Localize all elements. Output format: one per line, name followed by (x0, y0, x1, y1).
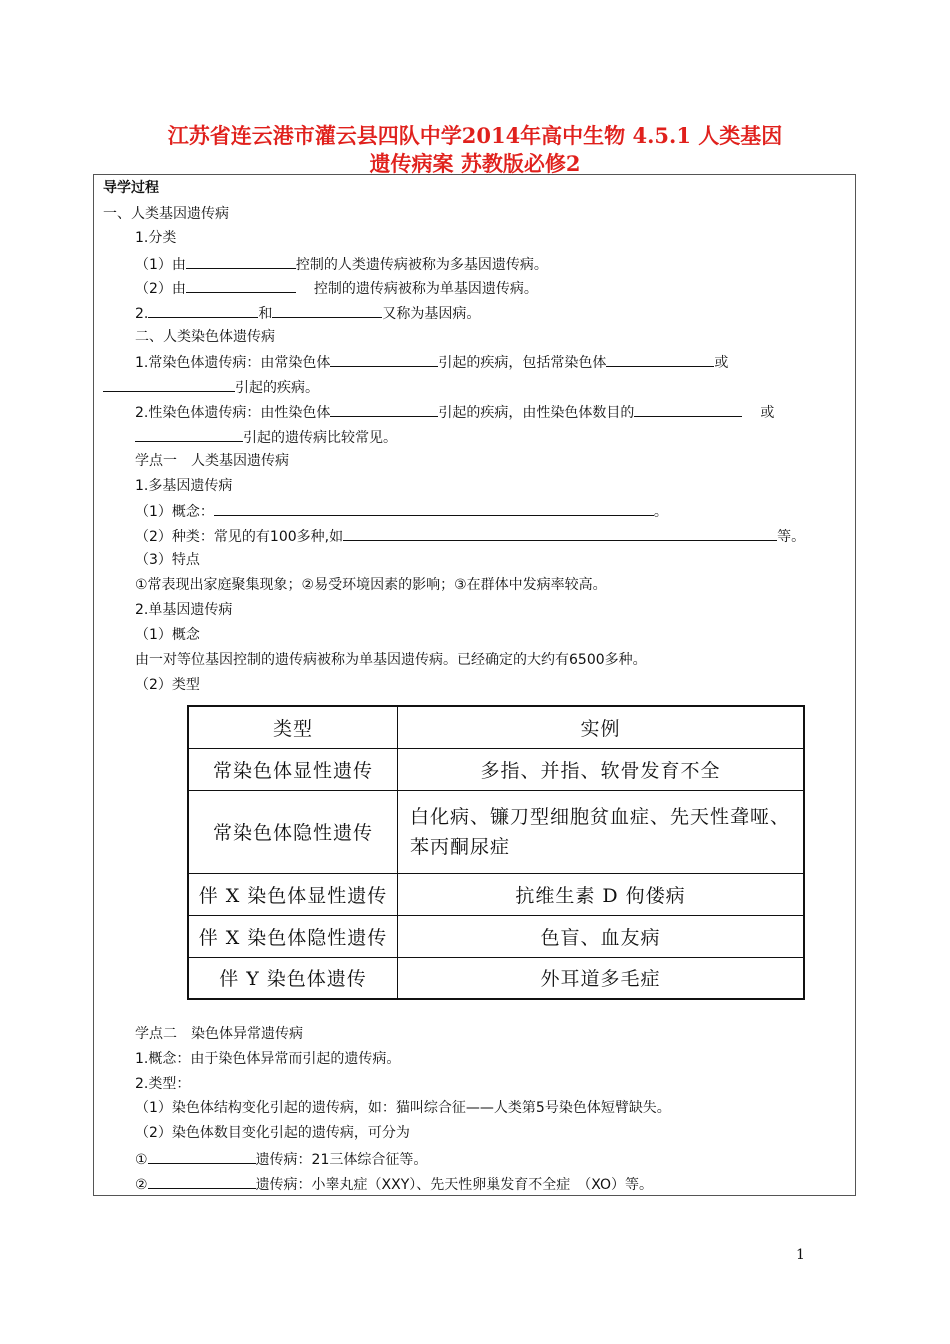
table-cell-example: 抗维生素 D 佝偻病 (398, 873, 805, 915)
table-cell-example: 多指、并指、软骨发育不全 (398, 748, 805, 790)
classify-line-2: （2）由 控制的遗传病被称为单基因遗传病。 (135, 277, 538, 299)
classify-line-1: （1）由 控制的人类遗传病被称为多基因遗传病。 (135, 253, 548, 275)
fill-blank[interactable] (135, 426, 243, 442)
point2-heading: 学点二 染色体异常遗传病 (135, 1026, 303, 1042)
fill-blank[interactable] (343, 525, 777, 541)
fill-blank[interactable] (148, 1148, 256, 1164)
monogenic-concept-label: （1）概念 (135, 627, 200, 643)
fill-blank[interactable] (272, 302, 382, 318)
table-cell-type: 伴 X 染色体隐性遗传 (188, 915, 398, 957)
features-label: （3）特点 (135, 552, 200, 568)
sex-chromosome-line: 2.性染色体遗传病：由性染色体 引起的疾病，由性染色体数目的 或 (135, 401, 774, 423)
numerical-type: （2）染色体数目变化引起的遗传病，可分为 (135, 1125, 410, 1141)
document-title-line2: 遗传病案 苏教版必修2 (369, 151, 581, 176)
table-header-type: 类型 (188, 706, 398, 748)
fill-blank[interactable] (634, 401, 742, 417)
table-cell-type: 常染色体显性遗传 (188, 748, 398, 790)
table-header-example: 实例 (398, 706, 805, 748)
table-row (188, 915, 804, 957)
monogenic-types-label: （2）类型 (135, 677, 200, 693)
table-cell-type: 常染色体隐性遗传 (188, 790, 398, 873)
table-cell-type: 伴 X 染色体显性遗传 (188, 873, 398, 915)
point1-heading: 学点一 人类基因遗传病 (135, 453, 289, 469)
polygenic-concept-line: （1）概念： 。 (135, 500, 668, 522)
autosomal-line: 1.常染色体遗传病：由常染色体 引起的疾病，包括常染色体 或 (135, 351, 728, 373)
fill-blank[interactable] (214, 500, 654, 516)
fill-blank[interactable] (186, 253, 296, 269)
autosomal-line-cont: 引起的疾病。 (103, 376, 319, 398)
chromosome-types: 2.类型： (135, 1076, 191, 1092)
section-header: 导学过程 (103, 180, 159, 196)
classify-heading: 1.分类 (135, 230, 177, 246)
table-row (188, 790, 804, 873)
numerical-subtype-a: ① 遗传病：21三体综合征等。 (135, 1148, 427, 1170)
part2-heading: 二、人类染色体遗传病 (135, 329, 275, 345)
fill-blank[interactable] (148, 302, 258, 318)
polygenic-heading: 1.多基因遗传病 (135, 478, 233, 494)
table-row (188, 873, 804, 915)
table-row (188, 748, 804, 790)
sex-chromosome-line-cont: 引起的遗传病比较常见。 (135, 426, 397, 448)
part1-heading: 一、人类基因遗传病 (103, 206, 229, 222)
document-title-line1: 江苏省连云港市灌云县四队中学2014年高中生物 4.5.1 人类基因 (167, 123, 783, 148)
monogenic-concept-text: 由一对等位基因控制的遗传病被称为单基因遗传病。已经确定的大约有6500多种。 (135, 652, 647, 668)
fill-blank[interactable] (148, 1173, 256, 1189)
table-cell-example: 白化病、镰刀型细胞贫血症、先天性聋哑、苯丙酮尿症 (398, 790, 805, 873)
gene-disease-line: 2. 和 又称为基因病。 (135, 302, 480, 324)
fill-blank[interactable] (103, 376, 235, 392)
fill-blank[interactable] (330, 401, 438, 417)
fill-blank[interactable] (186, 277, 296, 293)
table-cell-type: 伴 Y 染色体遗传 (188, 957, 398, 999)
table-cell-example: 外耳道多毛症 (398, 957, 805, 999)
page-number: 1 (796, 1247, 805, 1263)
monogenic-heading: 2.单基因遗传病 (135, 602, 233, 618)
features-text: ①常表现出家庭聚集现象；②易受环境因素的影响；③在群体中发病率较高。 (135, 577, 607, 593)
table-header-row (188, 706, 804, 748)
numerical-subtype-b: ② 遗传病：小睾丸症（XXY）、先天性卵巢发育不全症 （XO）等。 (135, 1173, 653, 1195)
chromosome-concept: 1.概念：由于染色体异常而引起的遗传病。 (135, 1051, 401, 1067)
table-row (188, 957, 804, 999)
structural-type: （1）染色体结构变化引起的遗传病，如：猫叫综合征——人类第5号染色体短臂缺失。 (135, 1100, 671, 1116)
table-cell-example: 色盲、血友病 (398, 915, 805, 957)
fill-blank[interactable] (606, 351, 714, 367)
fill-blank[interactable] (330, 351, 438, 367)
monogenic-types-table (187, 705, 805, 1000)
polygenic-kinds-line: （2）种类：常见的有100多种,如 等。 (135, 525, 805, 547)
